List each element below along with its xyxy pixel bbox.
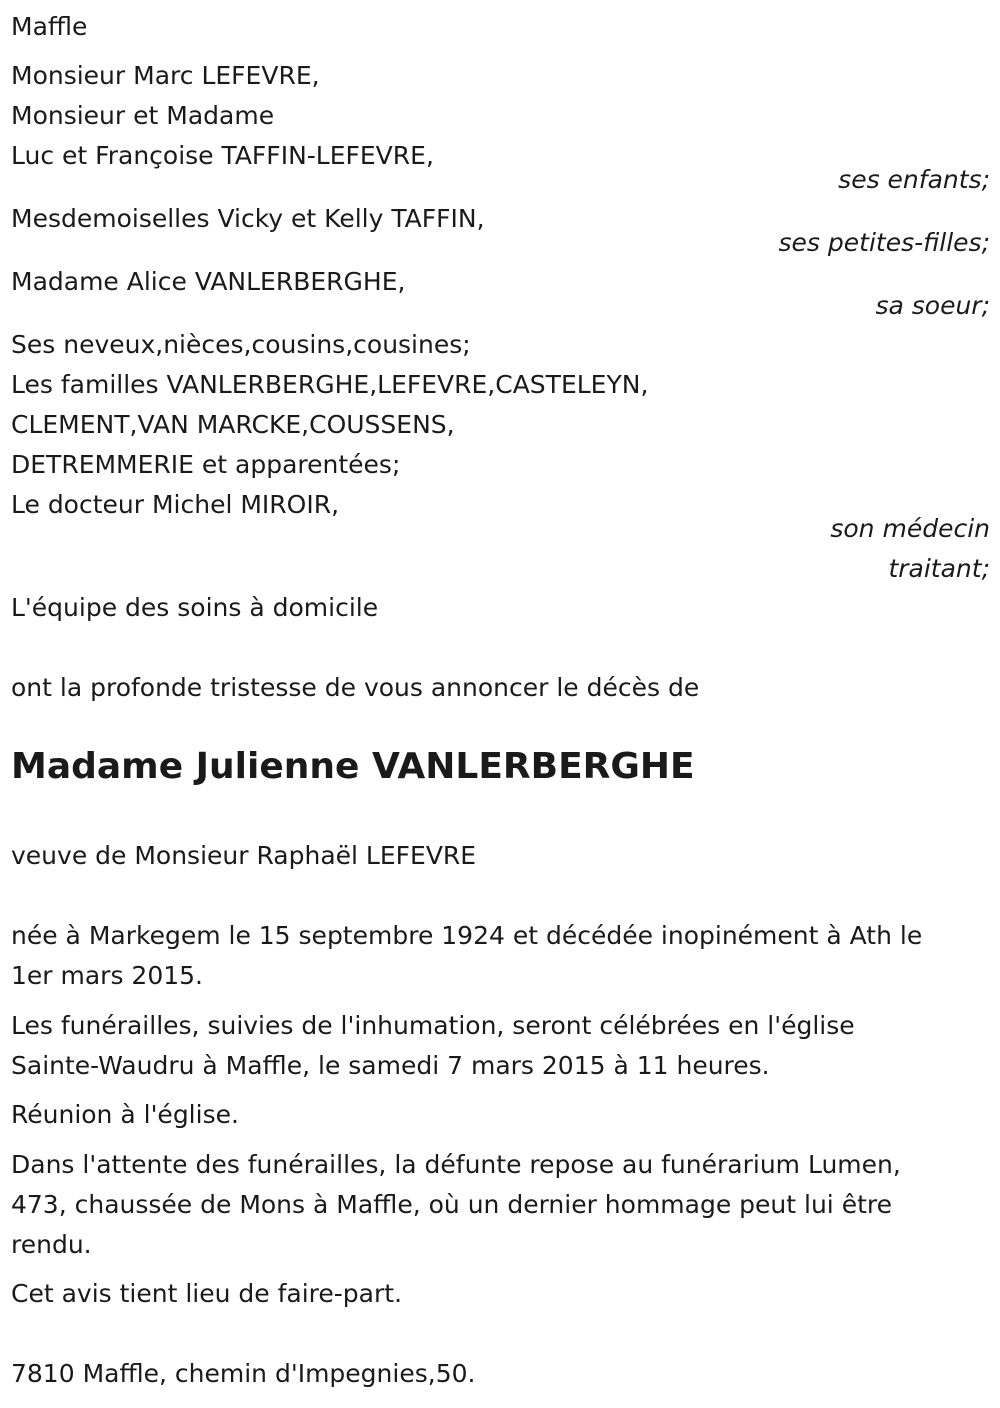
sister-line: Madame Alice VANLERBERGHE, xyxy=(11,267,406,296)
care-team-line: L'équipe des soins à domicile xyxy=(11,593,379,622)
deceased-name: Madame Julienne VANLERBERGHE xyxy=(11,746,695,787)
sister-role: sa soeur; xyxy=(875,291,990,320)
notice-line: Cet avis tient lieu de faire-part. xyxy=(11,1279,403,1308)
funeral-line: Sainte-Waudru à Maffle, le samedi 7 mars 2015 à 11 heures. xyxy=(11,1051,770,1080)
address-line: 7810 Maffle, chemin d'Impegnies,50. xyxy=(11,1359,476,1388)
relatives-line: DETREMMERIE et apparentées; xyxy=(11,450,401,479)
children-role: ses enfants; xyxy=(838,165,990,194)
family-child-line: Luc et Françoise TAFFIN-LEFEVRE, xyxy=(11,141,434,170)
granddaughters-line: Mesdemoiselles Vicky et Kelly TAFFIN, xyxy=(11,204,485,233)
relatives-line: Ses neveux,nièces,cousins,cousines; xyxy=(11,330,471,359)
birth-death-line: née à Markegem le 15 septembre 1924 et décédée inopinément à Ath le xyxy=(11,921,923,950)
repose-line: rendu. xyxy=(11,1230,92,1259)
repose-line: Dans l'attente des funérailles, la défunte repose au funérarium Lumen, xyxy=(11,1150,901,1179)
relatives-line: CLEMENT,VAN MARCKE,COUSSENS, xyxy=(11,410,455,439)
meeting-line: Réunion à l'église. xyxy=(11,1100,239,1129)
funeral-line: Les funérailles, suivies de l'inhumation, seront célébrées en l'église xyxy=(11,1011,855,1040)
widow-of-line: veuve de Monsieur Raphaël LEFEVRE xyxy=(11,841,477,870)
doctor-line: Le docteur Michel MIROIR, xyxy=(11,490,340,519)
relatives-line: Les familles VANLERBERGHE,LEFEVRE,CASTELEYN, xyxy=(11,370,649,399)
family-child-line: Monsieur Marc LEFEVRE, xyxy=(11,61,320,90)
family-child-line: Monsieur et Madame xyxy=(11,101,275,130)
place-heading: Maffle xyxy=(11,12,88,41)
birth-death-line: 1er mars 2015. xyxy=(11,961,204,990)
repose-line: 473, chaussée de Mons à Maffle, où un dernier hommage peut lui être xyxy=(11,1190,892,1219)
announcement-text: ont la profonde tristesse de vous annoncer le décès de xyxy=(11,673,700,702)
doctor-role: son médecin xyxy=(830,514,990,543)
doctor-role: traitant; xyxy=(888,554,990,583)
granddaughters-role: ses petites-filles; xyxy=(778,228,990,257)
